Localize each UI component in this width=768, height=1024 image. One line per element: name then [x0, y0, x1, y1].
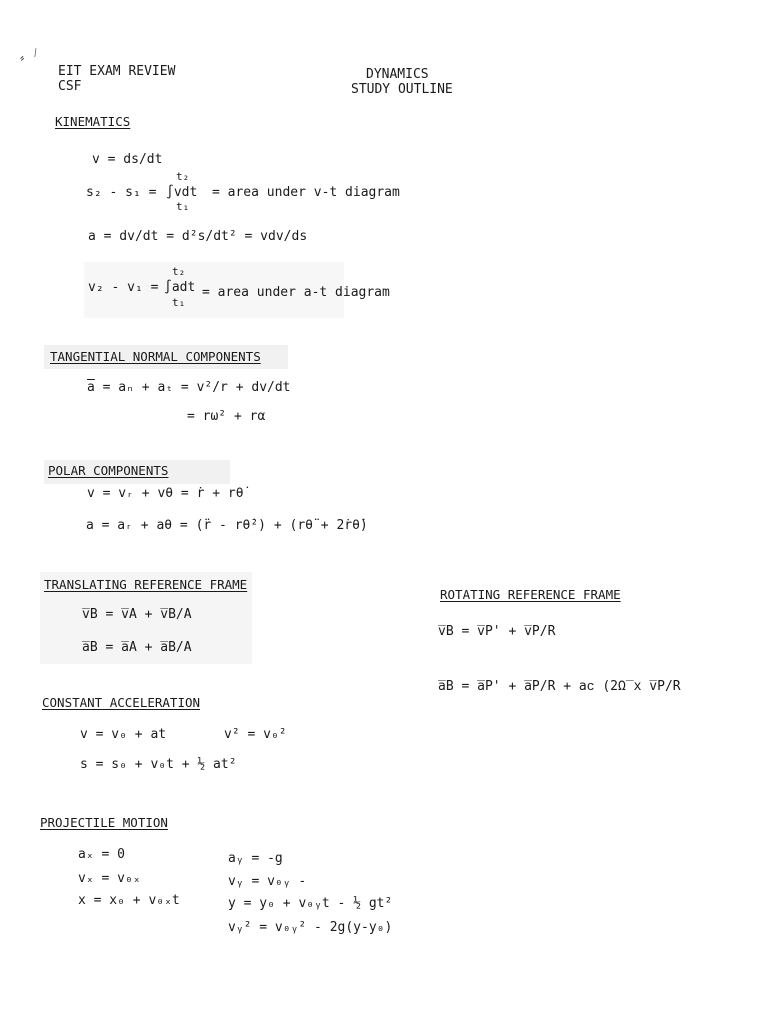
eq-displacement-left: s₂ - s₁ =: [86, 185, 157, 200]
corner-mark: ⸗ ⁄: [16, 44, 42, 66]
section-title-constant-acceleration: CONSTANT ACCELERATION: [42, 695, 201, 710]
eq-velocity-change-upper-limit: t₂: [172, 265, 186, 278]
eq-constant-velocity-squared: v² = v₀²: [224, 727, 287, 742]
section-title-rotating: ROTATING REFERENCE FRAME: [440, 587, 621, 602]
eq-velocity-change-integral: ∫adt: [164, 280, 196, 295]
eq-rotating-velocity: v̅B = v̅P' + v̅P/R: [438, 624, 556, 639]
eq-translating-velocity: v̅B = v̅A + v̅B/A: [82, 607, 192, 622]
eq-velocity-change-right: = area under a-t diagram: [202, 285, 390, 300]
section-title-projectile-motion: PROJECTILE MOTION: [40, 815, 168, 830]
eq-rotating-acceleration: a̅B = a̅P' + a̅P/R + aᴄ (2Ω̅ x v̅P/R: [438, 679, 681, 694]
eq-projectile-y: y = y₀ + v₀ᵧt - ½ gt²: [228, 896, 393, 911]
eq-displacement-integral: ∫vdt: [166, 185, 198, 200]
header-course: EIT EXAM REVIEW: [58, 64, 176, 79]
eq-acceleration: a = dv/dt = d²s/dt² = vdv/ds: [88, 229, 308, 244]
eq-displacement-upper-limit: t₂: [176, 170, 190, 183]
section-title-tangential-normal: TANGENTIAL NORMAL COMPONENTS: [50, 349, 261, 364]
eq-displacement-right: = area under v-t diagram: [212, 185, 400, 200]
header-initials: CSF: [58, 79, 82, 94]
section-title-polar: POLAR COMPONENTS: [48, 463, 169, 478]
eq-velocity-change-left: v₂ - v₁ =: [88, 280, 159, 295]
header-doc-type: STUDY OUTLINE: [351, 82, 453, 97]
eq-projectile-vy-squared: vᵧ² = v₀ᵧ² - 2g(y-y₀): [228, 920, 393, 935]
eq-projectile-vy: vᵧ = v₀ᵧ -: [228, 874, 307, 889]
eq-velocity: v = ds/dt: [92, 152, 163, 167]
section-title-translating: TRANSLATING REFERENCE FRAME: [44, 577, 248, 592]
accel-vector-symbol: $\overline{a}$: [87, 380, 95, 395]
eq-tangential-normal-rest: = aₙ + aₜ = v²/r + dv/dt: [94, 380, 291, 395]
eq-displacement-lower-limit: t₁: [176, 200, 190, 213]
eq-tangential-normal-omega: = rω² + rα: [187, 409, 266, 424]
header-subject: DYNAMICS: [366, 67, 429, 82]
eq-projectile-vx: vₓ = v₀ₓ: [78, 871, 141, 886]
eq-projectile-ax: aₓ = 0: [78, 847, 125, 862]
eq-polar-acceleration: a = aᵣ + aθ = (r̈ - rθ̇²) + (rθ̈ + 2ṙθ̇): [86, 518, 368, 533]
eq-projectile-x: x = x₀ + v₀ₓt: [78, 893, 180, 908]
eq-projectile-ay: aᵧ = -g: [228, 851, 283, 866]
eq-constant-velocity: v = v₀ + at: [80, 727, 167, 742]
eq-tangential-normal-accel: [87, 380, 291, 395]
section-title-kinematics: KINEMATICS: [55, 114, 131, 129]
eq-translating-acceleration: a̅B = a̅A + a̅B/A: [82, 640, 192, 655]
eq-polar-velocity: v = vᵣ + vθ = ṙ + rθ̇: [87, 486, 244, 501]
eq-constant-position: s = s₀ + v₀t + ½ at²: [80, 757, 237, 772]
eq-velocity-change-lower-limit: t₁: [172, 296, 186, 309]
